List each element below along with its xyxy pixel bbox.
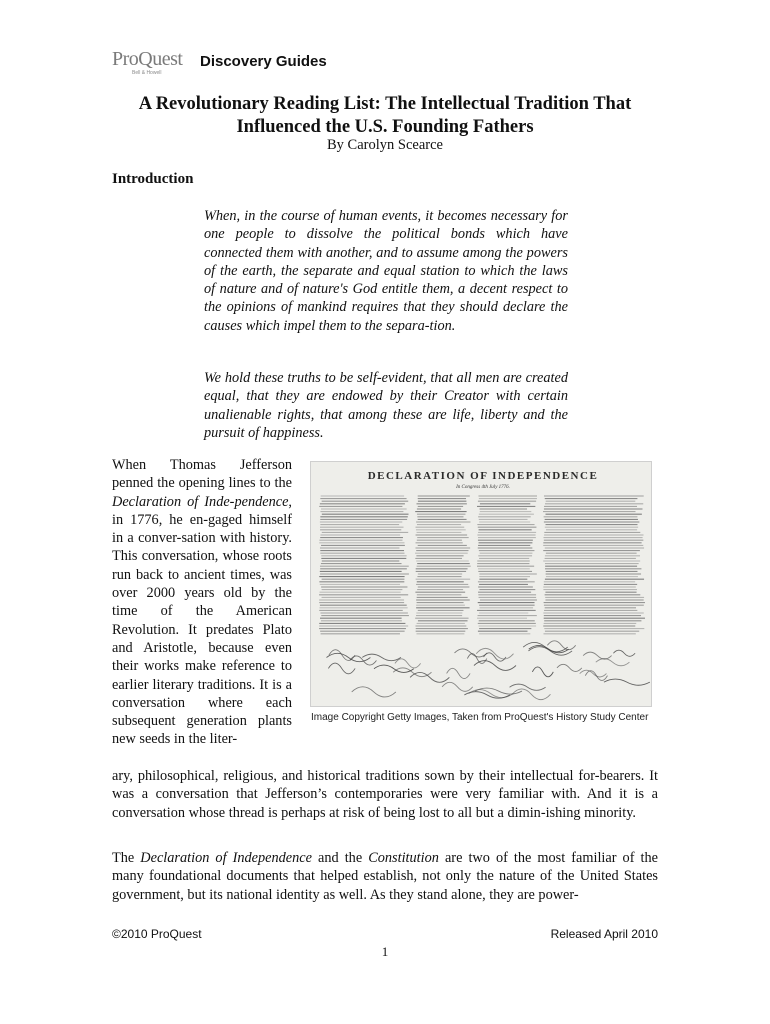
para-1-emphasis: Declaration of Inde-pendence xyxy=(112,493,289,510)
para-2-text-c: are two of the most familiar of the many foundational documents that helped establish, not only the nature of the United States government, but its national identity as well. As they stand alone, they are power- xyxy=(112,850,658,903)
declaration-illustration xyxy=(311,462,651,706)
author-byline: By Carolyn Scearce xyxy=(327,137,443,153)
para-2-emphasis-1: Declaration of Independence xyxy=(140,850,312,866)
para-2-text-a: The xyxy=(112,850,141,866)
epigraph-quote-2: We hold these truths to be self-evident, that all men are created equal, that they are endowed by their Creator with certain unalienable rights, that among these are life, liberty and the pursuit of happiness. xyxy=(204,370,568,441)
page-header xyxy=(104,46,404,80)
footer-release-date: Released April 2010 xyxy=(550,927,658,941)
logo-wordmark: ProQuest xyxy=(112,48,183,70)
logo-subtext: Bell & Howell xyxy=(132,70,162,76)
footer-copyright: ©2010 ProQuest xyxy=(112,927,202,941)
page-number: 1 xyxy=(381,944,389,959)
image-heading: DECLARATION OF INDEPENDENCE xyxy=(367,470,599,482)
series-title: Discovery Guides xyxy=(200,53,327,70)
declaration-image xyxy=(310,461,652,707)
image-subheading: In Congress 4th July 1776. xyxy=(456,485,510,490)
image-caption: Image Copyright Getty Images, Taken from ProQuest's History Study Center xyxy=(311,712,649,723)
body-paragraph-1 xyxy=(112,456,292,749)
document-title: A Revolutionary Reading List: The Intellectual Tradition That Influenced the U.S. Founding Fathers xyxy=(138,94,632,137)
section-heading: Introduction xyxy=(112,171,194,187)
body-paragraph-2 xyxy=(112,849,658,904)
proquest-logo xyxy=(104,46,184,78)
para-1-text-a: When Thomas Jefferson penned the opening lines to the xyxy=(112,457,292,492)
body-paragraph-1-continued: ary, philosophical, religious, and historical traditions sown by their intellectual for-bearers. It was a conversation that Jefferson’s contemporaries were very familiar with. And it is a conversation whose thread is perhaps at risk of being lost to all but a dimin-ishing minority. xyxy=(112,768,658,821)
para-2-emphasis-2: Constitution xyxy=(368,850,439,866)
para-2-text-b: and the xyxy=(311,850,369,866)
epigraph-quote-1: When, in the course of human events, it becomes necessary for one people to dissolve the political bonds which have connected them with another, and to assume among the powers of the earth, the separate and equal station to which the laws of nature and of nature's God entitle them, a decent respect to the opinions of mankind requires that they should declare the causes which impel them to the separa-tion. xyxy=(204,208,568,334)
para-1-text-b: , in 1776, he en-gaged himself in a conver-sation with history. This conversation, whose roots run back to ancient times, was over 2000 years old by the time of the American Revolution. It predates Plato and Aristotle, because even their works make reference to earlier literary traditions. It is a conversation where each subsequent generation plants new seeds in the liter- xyxy=(112,493,292,748)
